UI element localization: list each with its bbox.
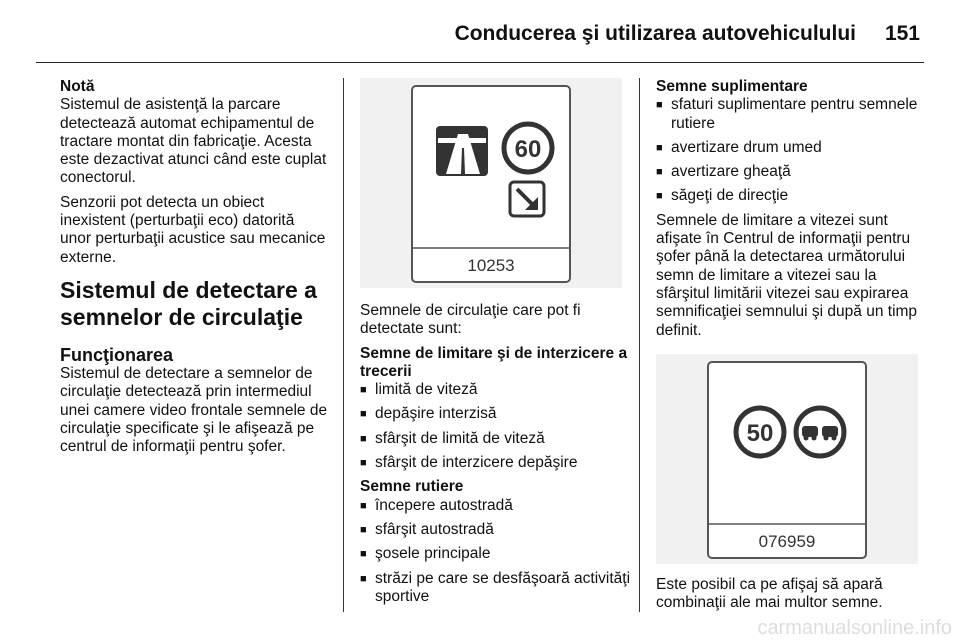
- page-number: 151: [884, 22, 920, 45]
- page-header: [0, 18, 960, 58]
- list-item: ■ depăşire interzisă: [360, 405, 630, 423]
- note-title: Notă: [60, 78, 95, 95]
- header-rule: [36, 62, 924, 63]
- section-title: Sistemul de detectare a semnelor de circulaţie: [60, 276, 317, 330]
- list-item: ■ şosele principale: [360, 545, 630, 563]
- group2-list: [360, 497, 630, 606]
- note-paragraph-2: Senzorii pot detecta un obiect inexistent (perturbaţii eco) datorită unor perturbaţii acustice sau mecanice externe.: [60, 193, 326, 266]
- group1-title: Semne de limitare şi de interzicere a trecerii: [360, 344, 628, 380]
- speed-value-60: 60: [514, 136, 542, 163]
- watermark: carmanualsonline.info: [757, 617, 952, 639]
- list-item: ■ începere autostradă: [360, 497, 630, 515]
- header-title: Conducerea şi utilizarea autovehiculului: [454, 22, 856, 45]
- intro-text: Semnele de circulaţie care pot fi detectate sunt:: [360, 302, 581, 338]
- subsection-title: Funcţionarea: [60, 344, 174, 365]
- note-paragraph-1: Sistemul de asistenţă la parcare detectează automat echipamentul de tractare montat din fabricaţie. Acesta este dezactivat atunci când este cuplat conectorul.: [60, 96, 327, 187]
- column-right: [656, 78, 928, 618]
- group2-title: Semne rutiere: [360, 478, 464, 496]
- list-item: ■ limită de viteză: [360, 381, 630, 399]
- display-illustration-1: [360, 78, 622, 288]
- motorway-sign-icon: [436, 126, 488, 176]
- list-item: ■ săgeţi de direcţie: [656, 187, 928, 205]
- arrow-sign-icon: [510, 182, 544, 216]
- column-middle: [360, 78, 630, 612]
- body-text: Semnele de limitare a vitezei sunt afişate în Centrul de informaţii pentru şofer până la detectarea următorului semn de limitare a vitezei sau la sfârşitul limitării vitezei sau expirarea semnificaţiei semnului şi după un timp definit.: [656, 211, 918, 339]
- list-item: ■ avertizare gheaţă: [656, 163, 928, 181]
- list-item: ■ sfaturi suplimentare pentru semnele rutiere: [656, 96, 928, 133]
- list-item: ■ sfârşit autostradă: [360, 521, 630, 539]
- figure-signs-1: [360, 78, 622, 288]
- figure-code: 10253: [467, 256, 515, 275]
- group1-list: [360, 381, 630, 472]
- closing-text: Este posibil ca pe afişaj să apară combinaţii ale mai multor semne.: [656, 575, 883, 612]
- body-text: Sistemul de detectare a semnelor de circulaţie detectează prin intermediul unei camere video frontale semnele de circulaţie specificate şi le afişează pe centrul de informaţii pentru şofer.: [60, 364, 328, 456]
- group3-title: Semne suplimentare: [656, 78, 808, 95]
- speed-value-50: 50: [746, 419, 774, 447]
- figure-code: 076959: [758, 531, 816, 551]
- column-divider-2: [639, 78, 640, 612]
- list-item: ■ sfârşit de interzicere depăşire: [360, 454, 630, 472]
- list-item: ■ sfârşit de limită de viteză: [360, 430, 630, 448]
- list-item: ■ străzi pe care se desfăşoară activităţi sportive: [360, 570, 630, 607]
- list-item: ■ avertizare drum umed: [656, 139, 928, 157]
- group3-list: [656, 96, 928, 205]
- no-overtaking-icon: [796, 408, 844, 456]
- column-left: [60, 78, 328, 462]
- display-illustration-2: [656, 354, 918, 564]
- column-divider-1: [343, 78, 344, 612]
- figure-signs-2: [656, 354, 918, 564]
